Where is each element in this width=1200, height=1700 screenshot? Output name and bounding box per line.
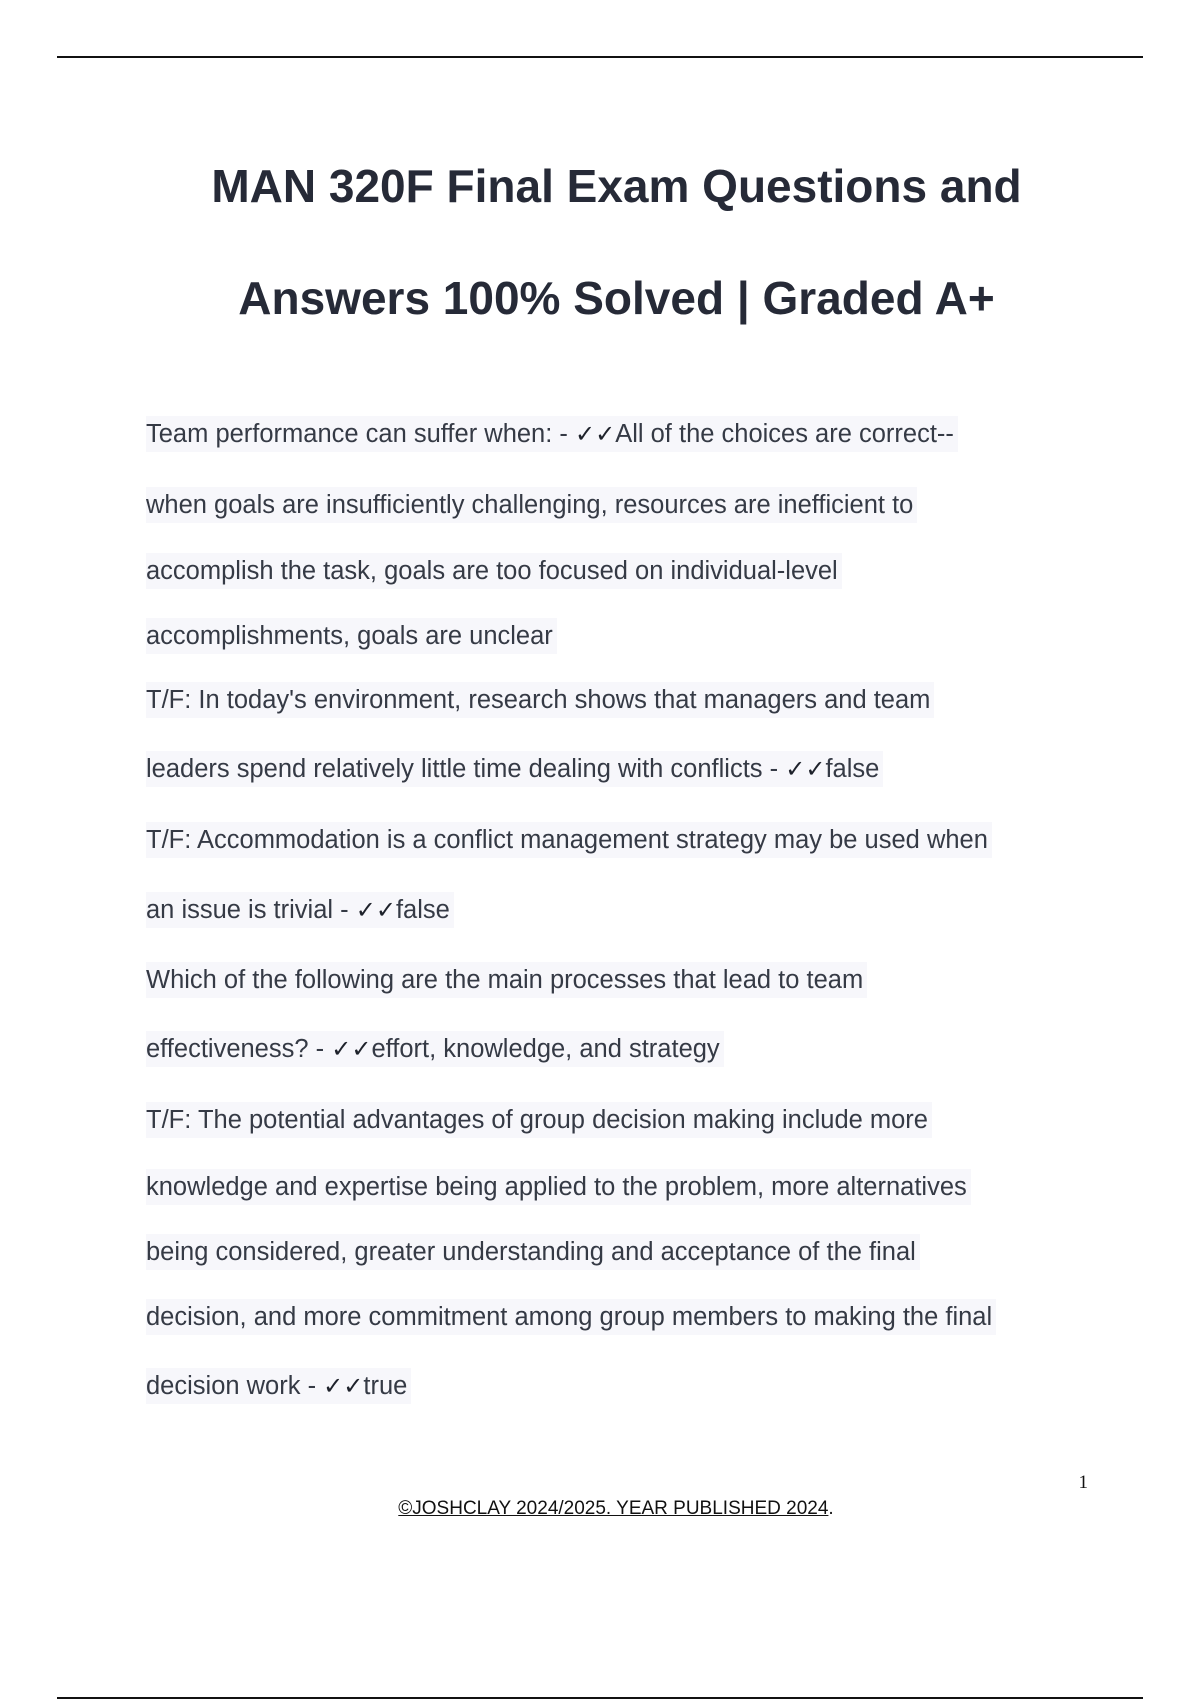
qa-text-line <box>146 1299 996 1335</box>
qa-text-line <box>146 487 917 523</box>
line-text: knowledge and expertise being applied to the problem, more alternatives <box>146 1173 967 1201</box>
line-text: decision work - <box>146 1372 324 1400</box>
footer-rule <box>57 1697 1143 1699</box>
answer-text: false <box>825 755 880 783</box>
line-text: T/F: In today's environment, research shows that managers and team <box>146 686 931 714</box>
check-mark-icon: ✓✓ <box>574 420 616 448</box>
title-line-2: Answers 100% Solved | Graded A+ <box>238 272 995 324</box>
qa-text-line <box>146 822 992 858</box>
answer-text: false <box>395 896 450 924</box>
line-text: accomplishments, goals are unclear <box>146 622 553 650</box>
line-text: Which of the following are the main processes that lead to team <box>146 966 864 994</box>
qa-text-line <box>146 751 883 787</box>
line-text: effectiveness? - <box>146 1035 332 1063</box>
line-text: T/F: Accommodation is a conflict management strategy may be used when <box>146 826 988 854</box>
line-text: accomplish the task, goals are too focused on individual-level <box>146 557 838 585</box>
qa-text-line <box>146 1234 920 1270</box>
qa-text-line <box>146 416 958 452</box>
line-text: decision, and more commitment among group members to making the final <box>146 1303 993 1331</box>
answer-text: effort, knowledge, and strategy <box>371 1035 720 1063</box>
line-text: an issue is trivial - <box>146 896 356 924</box>
check-mark-icon: ✓✓ <box>331 1035 372 1063</box>
qa-text-line <box>146 682 934 718</box>
copyright-text: ©JOSHCLAY 2024/2025. YEAR PUBLISHED 2024 <box>398 1498 829 1519</box>
check-mark-icon: ✓✓ <box>323 1372 364 1400</box>
qa-text-line <box>146 618 557 654</box>
qa-text-line <box>146 553 842 589</box>
header-rule <box>57 56 1143 58</box>
qa-text-line <box>146 962 867 998</box>
qa-text-line <box>146 1102 932 1138</box>
qa-text-line <box>146 892 454 928</box>
copyright-footer <box>0 1498 1200 1520</box>
title-line-1: MAN 320F Final Exam Questions and <box>211 160 1022 212</box>
line-text: T/F: The potential advantages of group decision making include more <box>146 1106 928 1134</box>
qa-text-line <box>146 1169 971 1205</box>
line-text: being considered, greater understanding and acceptance of the final <box>146 1238 916 1266</box>
page-number: 1 <box>1078 1472 1088 1493</box>
check-mark-icon: ✓✓ <box>785 755 826 783</box>
line-text: leaders spend relatively little time dealing with conflicts - <box>146 755 786 783</box>
answer-text: All of the choices are correct-- <box>615 420 954 448</box>
document-title <box>120 130 1113 354</box>
check-mark-icon: ✓✓ <box>355 896 396 924</box>
line-text: Team performance can suffer when: - <box>146 420 575 448</box>
line-text: when goals are insufficiently challenging, resources are inefficient to <box>146 491 914 519</box>
qa-text-line <box>146 1031 724 1067</box>
copyright-period: . <box>828 1498 834 1519</box>
answer-text: true <box>363 1372 408 1400</box>
qa-text-line <box>146 1368 411 1404</box>
